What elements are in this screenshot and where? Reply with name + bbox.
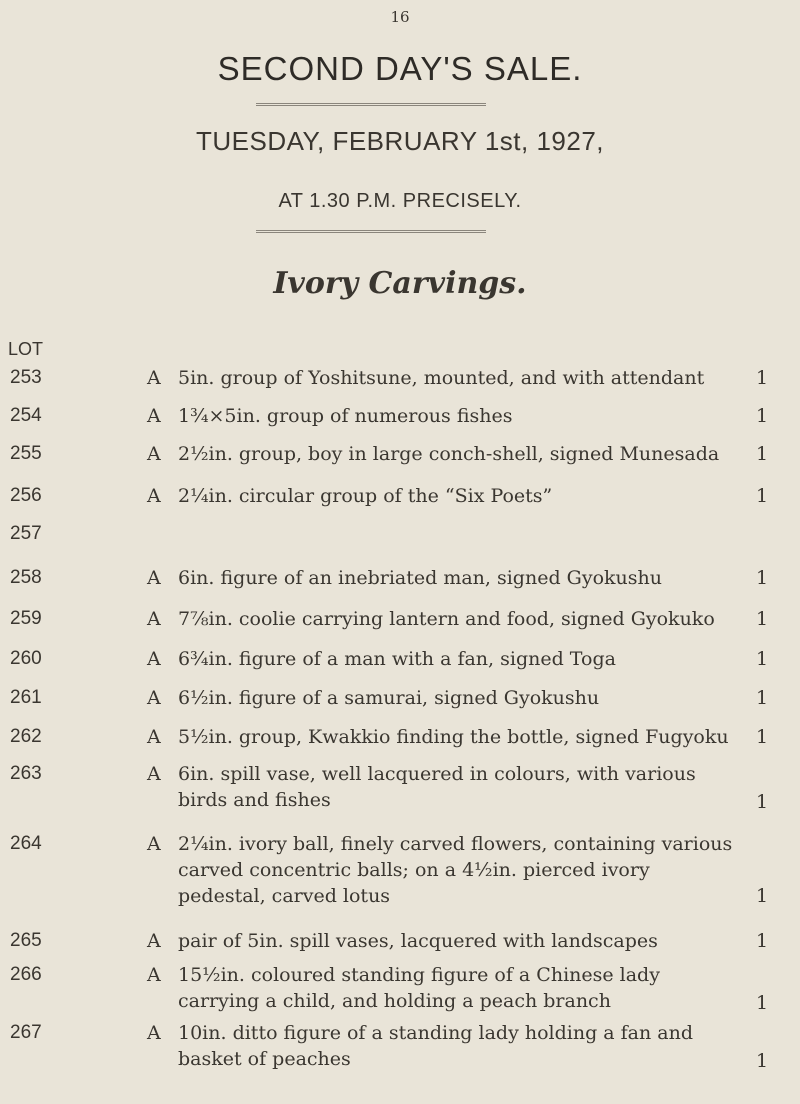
- lot-grade: A: [147, 567, 161, 589]
- lot-grade: A: [147, 687, 161, 709]
- lot-grade: A: [147, 1022, 161, 1044]
- lot-quantity: 1: [756, 885, 769, 907]
- lot-quantity: 1: [756, 1050, 769, 1072]
- lot-number: 265: [10, 930, 42, 951]
- lot-description: 2½in. group, boy in large conch-shell, signed Munesada: [178, 443, 720, 465]
- sale-date: TUESDAY, FEBRUARY 1st, 1927,: [195, 126, 605, 156]
- lot-description: 7⅞in. coolie carrying lantern and food, signed Gyokuko: [178, 608, 715, 630]
- lot-description: 5in. group of Yoshitsune, mounted, and with attendant: [178, 367, 705, 389]
- lot-grade: A: [147, 726, 161, 748]
- sale-title: SECOND DAY'S SALE.: [217, 50, 583, 87]
- lot-number: 253: [10, 367, 42, 388]
- lot-grade: A: [147, 833, 161, 855]
- lot-grade: A: [147, 964, 161, 986]
- lot-quantity: 1: [756, 567, 769, 589]
- lot-quantity: 1: [756, 443, 769, 465]
- lot-number: 256: [10, 485, 42, 506]
- lot-quantity: 1: [756, 405, 769, 427]
- lot-description: 15½in. coloured standing figure of a Chinese lady carrying a child, and holding a peach branch: [178, 964, 660, 1012]
- lot-description: 6¾in. figure of a man with a fan, signed Toga: [178, 648, 616, 670]
- lot-number: 257: [10, 523, 42, 544]
- sale-time: AT 1.30 P.M. PRECISELY.: [278, 190, 522, 212]
- lot-number: 254: [10, 405, 42, 426]
- lot-quantity: 1: [756, 367, 769, 389]
- lot-description: 6in. figure of an inebriated man, signed Gyokushu: [178, 567, 662, 589]
- lot-quantity: 1: [756, 648, 769, 670]
- lot-column-header: LOT: [8, 339, 44, 359]
- lot-number: 267: [10, 1022, 42, 1043]
- lot-number: 259: [10, 608, 42, 629]
- lot-grade: A: [147, 763, 161, 785]
- divider: [256, 103, 486, 106]
- lot-number: 264: [10, 833, 42, 854]
- lot-number: 266: [10, 964, 42, 985]
- lot-quantity: 1: [756, 485, 769, 507]
- lot-quantity: 1: [756, 930, 769, 952]
- page-number: 16: [390, 8, 410, 26]
- lot-quantity: 1: [756, 726, 769, 748]
- lot-number: 258: [10, 567, 42, 588]
- lot-quantity: 1: [756, 992, 769, 1014]
- lot-quantity: 1: [756, 687, 769, 709]
- lot-grade: A: [147, 443, 161, 465]
- lot-grade: A: [147, 930, 161, 952]
- lot-description: pair of 5in. spill vases, lacquered with landscapes: [178, 930, 658, 952]
- lot-description: 6in. spill vase, well lacquered in colours, with various birds and fishes: [178, 763, 696, 811]
- lot-description: 2¼in. circular group of the “Six Poets”: [178, 485, 553, 507]
- divider: [256, 230, 486, 233]
- lot-description: 5½in. group, Kwakkio finding the bottle, signed Fugyoku: [178, 726, 729, 748]
- section-heading: Ivory Carvings.: [273, 266, 527, 301]
- lot-description: 1¾×5in. group of numerous fishes: [178, 405, 513, 427]
- lot-number: 260: [10, 648, 42, 669]
- lot-grade: A: [147, 367, 161, 389]
- lot-grade: A: [147, 405, 161, 427]
- lot-number: 255: [10, 443, 42, 464]
- lot-number: 262: [10, 726, 42, 747]
- lot-description: 2¼in. ivory ball, finely carved flowers, containing various carved concentric balls; on a 4½in. pierced ivory pedestal, carved lotus: [178, 833, 733, 907]
- lot-number: 263: [10, 763, 42, 784]
- lot-quantity: 1: [756, 791, 769, 813]
- lot-grade: A: [147, 608, 161, 630]
- lot-description: 6½in. figure of a samurai, signed Gyokushu: [178, 687, 600, 709]
- lot-number: 261: [10, 687, 42, 708]
- lot-quantity: 1: [756, 608, 769, 630]
- lot-grade: A: [147, 648, 161, 670]
- lot-grade: A: [147, 485, 161, 507]
- lot-description: 10in. ditto figure of a standing lady holding a fan and basket of peaches: [178, 1022, 694, 1070]
